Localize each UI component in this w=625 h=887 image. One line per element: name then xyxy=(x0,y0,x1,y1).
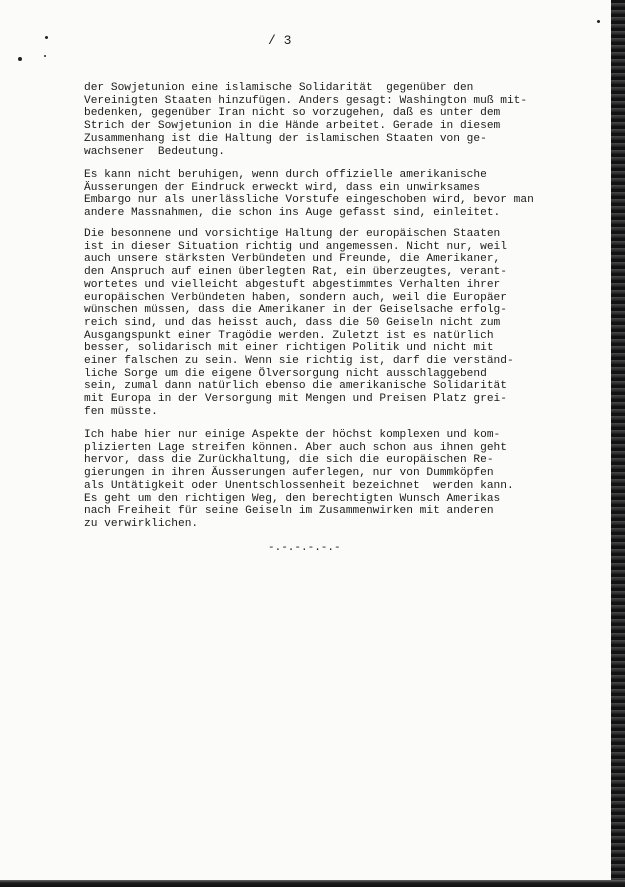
text-line: Vereinigten Staaten hinzufügen. Anders gesagt: Washington muß mit- xyxy=(84,94,528,107)
text-line: ist in dieser Situation richtig und angemessen. Nicht nur, weil xyxy=(84,240,507,253)
text-line: hervor, dass die Zurückhaltung, die sich die europäischen Re- xyxy=(84,454,494,467)
text-line: sein, zumal dann natürlich ebenso die amerikanische Solidarität xyxy=(84,380,507,393)
text-line: mit Europa in der Versorgung mit Mengen und Preisen Platz grei- xyxy=(84,393,507,406)
text-line: der Sowjetunion eine islamische Solidarität gegenüber den xyxy=(84,82,474,94)
text-line: als Untätigkeit oder Unentschlossenheit bezeichnet werden kann. xyxy=(84,479,514,492)
text-line: einer falschen zu sein. Wenn sie richtig ist, darf die verständ- xyxy=(84,355,514,368)
text-line: liche Sorge um die eigene Ölversorgung nicht ausschlaggebend xyxy=(84,367,487,380)
text-line: gierungen in ihren Äusserungen auferlegen, nur von Dummköpfen xyxy=(84,467,494,480)
paragraph-3 xyxy=(84,228,604,419)
text-line: Es kann nicht beruhigen, wenn durch offizielle amerikanische xyxy=(84,169,487,181)
closing-mark: -.-.-.-.-.- xyxy=(268,542,341,554)
text-line: reich sind, und das heisst auch, dass die 50 Geiseln nicht zum xyxy=(84,316,501,329)
text-line: plizierten Lage streifen können. Aber auch schon aus ihnen geht xyxy=(84,441,507,454)
text-line: Strich der Sowjetunion in die Hände arbeitet. Gerade in diesem xyxy=(84,120,501,133)
ink-speck xyxy=(18,57,22,61)
text-line: zu verwirklichen. xyxy=(84,517,199,530)
text-line: den Anspruch auf einen überlegten Rat, ein überzeugtes, verant- xyxy=(84,266,507,279)
text-line: besser, solidarisch mit einer richtigen Politik und nicht mit xyxy=(84,342,494,355)
scan-edge-right xyxy=(611,0,625,887)
text-line: Es geht um den richtigen Weg, den berechtigten Wunsch Amerikas xyxy=(84,492,501,505)
text-line: Ausgangspunkt einer Tragödie werden. Zuletzt ist es natürlich xyxy=(84,329,494,342)
text-line: Die besonnene und vorsichtige Haltung der europäischen Staaten xyxy=(84,228,501,240)
text-line: nach Freiheit für seine Geiseln im Zusammenwirken mit anderen xyxy=(84,505,494,518)
text-line: wünschen müssen, dass die Amerikaner in der Geiselsache erfolg- xyxy=(84,304,507,317)
text-line: fen müsste. xyxy=(84,405,158,418)
text-line: auch unsere stärksten Verbündeten und Freunde, die Amerikaner, xyxy=(84,253,501,266)
ink-speck xyxy=(597,20,600,23)
paragraph-4 xyxy=(84,429,604,531)
text-line: bedenken, gegenüber Iran nicht so vorzugehen, daß es unter dem xyxy=(84,107,501,120)
text-line: europäischen Verbündeten haben, sondern auch, weil die Europäer xyxy=(84,291,507,304)
text-line: Ich habe hier nur einige Aspekte der höchst komplexen und kom- xyxy=(84,429,501,441)
ink-speck xyxy=(44,55,46,57)
text-line: andere Massnahmen, die schon ins Auge gefasst sind, einleitet. xyxy=(84,207,501,220)
text-line: wortetes und vielleicht abgestuft abgestimmtes Verhalten ihrer xyxy=(84,278,501,291)
text-line: wachsener Bedeutung. xyxy=(84,145,225,158)
page-number: / 3 xyxy=(268,33,292,48)
ink-speck xyxy=(45,36,48,39)
paragraph-1 xyxy=(84,82,604,158)
text-line: Embargo nur als unerlässliche Vorstufe eingeschoben wird, bevor man xyxy=(84,194,534,207)
text-line: Äusserungen der Eindruck erweckt wird, dass ein unwirksames xyxy=(84,181,481,194)
paragraph-2 xyxy=(84,169,604,220)
text-line: Zusammenhang ist die Haltung der islamischen Staaten von ge- xyxy=(84,132,487,145)
scan-edge-bottom xyxy=(0,880,625,887)
